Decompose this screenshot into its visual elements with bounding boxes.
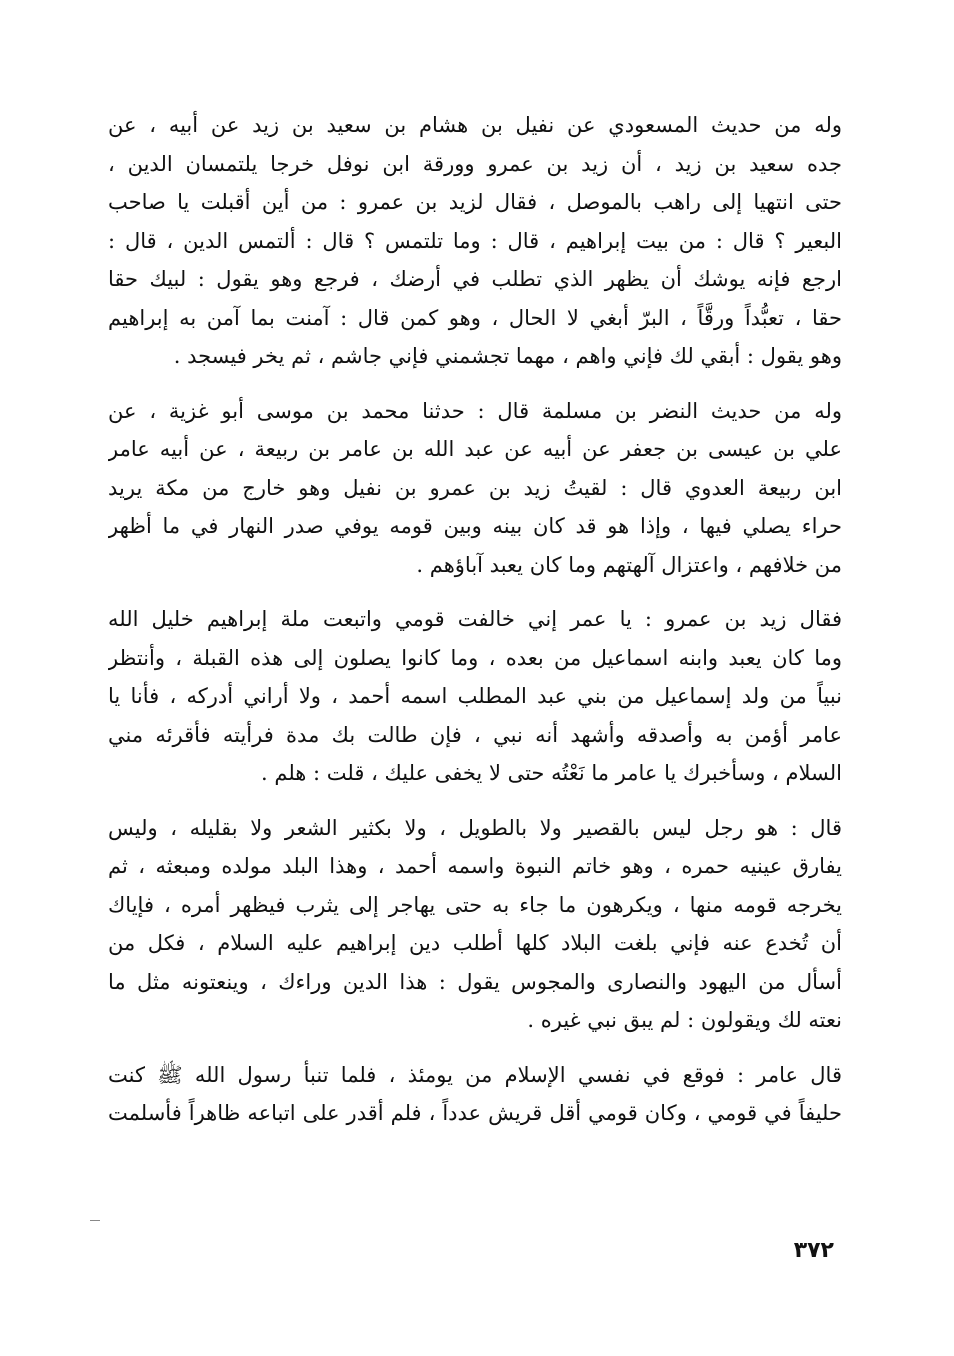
text-line: من خلافهم ، واعتزال آلهتهم وما كان يعبد آباؤهم .: [416, 552, 842, 577]
margin-mark: [90, 1220, 100, 1221]
text-line: ارجع فإنه يوشك أن يظهر الذي تطلب في أرضك ، فرجع وهو يقول : لبيك حقا: [108, 267, 842, 291]
text-line: حقا ، تعبُّداً ورقَّاً ، البرّ أبغي لا الحال ، وهو كمن قال : آمنت بما آمن به إبراهيم: [108, 305, 842, 330]
paragraph-3: [108, 600, 842, 793]
text-line: البعير ؟ قال : من بيت إبراهيم ، قال : وما تلتمس ؟ قال : ألتمس الدين ، قال :: [108, 228, 842, 253]
page-body: [108, 106, 842, 1149]
text-line: قال عامر : فوقع في نفسي الإسلام من يومئذ ، فلما تنبأ رسول الله ﷺ كنت: [108, 1062, 842, 1087]
text-line: وله من حديث المسعودي عن نفيل بن هشام بن سعيد بن زيد عن أبيه ، عن: [108, 113, 842, 137]
text-line: أسأل من اليهود والنصارى والمجوس يقول : هذا الدين وراءك ، وينعتونه مثل ما: [108, 969, 842, 994]
paragraph-4: [108, 809, 842, 1040]
text-line: نعته لك ويقولون : لم يبق نبي غيره .: [527, 1008, 842, 1032]
text-line: جده سعيد بن زيد ، أن زيد بن عمرو وورقة ابن نوفل خرجا يلتمسان الدين ،: [108, 151, 842, 176]
text-line: ابن ربيعة العدوي قال : لقيتُ زيد بن عمرو بن نفيل وهو خارج من مكة يريد: [108, 475, 842, 500]
text-line: علي بن عيسى بن جعفر عن أبيه عن عبد الله بن عامر بن ربيعة ، عن أبيه عامر: [108, 437, 842, 461]
text-line: وما كان يعبد وابنه اسماعيل من بعده ، وما كانوا يصلون إلى هذه القبلة ، وأنتظر: [108, 645, 842, 670]
text-line: يفارق عينيه حمره ، وهو خاتم النبوة واسمه أحمد ، وهذا البلد مولده ومبعثه ، ثم: [108, 854, 842, 878]
paragraph-1: [108, 106, 842, 376]
paragraph-5: [108, 1056, 842, 1133]
page-number: ٣٧٢: [793, 1238, 834, 1263]
text-line: يخرجه قومه منها ، ويكرهون ما جاء به حتى يهاجر إلى يثرب فيظهر أمره ، فإياك: [108, 892, 842, 917]
paragraph-2: [108, 392, 842, 585]
text-line: قال : هو رجل ليس بالقصير ولا بالطويل ، ولا بكثير الشعر ولا بقليله ، وليس: [108, 815, 842, 840]
text-line: حتى انتهيا إلى راهب بالموصل ، فقال لزيد بن عمرو : من أين أقبلت يا صاحب: [108, 190, 842, 214]
text-line: وله من حديث النضر بن مسلمة قال : حدثنا محمد بن موسى أبو غزية ، عن: [108, 398, 842, 423]
text-line: وهو يقول : أبقي لك فإني واهم ، مهما تجشمني فإني جاشم ، ثم يخر فيسجد .: [173, 344, 842, 368]
text-line: فقال زيد بن عمرو : يا عمر إني خالفت قومي واتبعت ملة إبراهيم خليل الله: [108, 607, 842, 631]
text-line: نبياً من ولد إسماعيل من بني عبد المطلب اسمه أحمد ، ولا أراني أدركه ، فأنا يا: [108, 684, 842, 708]
text-line: حليفاً في قومي ، وكان قومي أقل قريش عدداً ، فلم أقدر على اتباعه ظاهراً فأسلمت: [108, 1101, 842, 1125]
text-line: أن تُخدع عنه فإني بلغت البلاد كلها أطلب دين إبراهيم عليه السلام ، فكل من: [108, 931, 842, 955]
text-line: عامر أؤمن به وأصدقه وأشهد أنه نبي ، فإن طالت بك مدة فرأيته فأقرئه مني: [108, 722, 842, 747]
text-line: حراء يصلي فيها ، وإذا هو قد كان بينه وبين قومه يوفي صدر النهار في ما أظهر: [108, 514, 842, 538]
text-line: السلام ، وسأخبرك يا عامر ما نَعْتُه حتى لا يخفى عليك ، قلت : هلم .: [261, 761, 842, 785]
